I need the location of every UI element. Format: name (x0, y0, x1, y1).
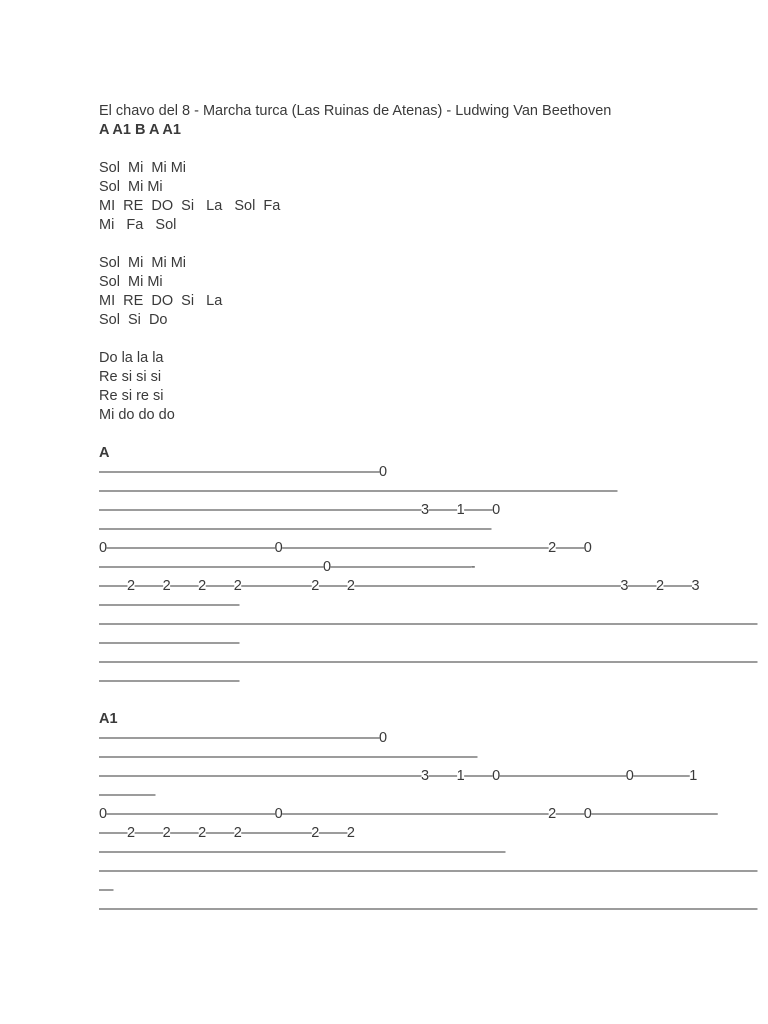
song-structure: A A1 B A A1 (99, 122, 181, 138)
notes-line: Mi do do do (99, 407, 175, 423)
notes-line: Sol Mi Mi Mi (99, 160, 186, 176)
tab-line: ——————————————————————————— (99, 749, 477, 765)
notes-line: Do la la la (99, 350, 164, 366)
tab-line: ———————————————————————3——1——0 (99, 502, 500, 518)
section-a-label: A (99, 445, 110, 461)
tab-line: 0————————————0———————————————————2——0 (99, 540, 592, 556)
notes-line: Sol Si Do (99, 312, 168, 328)
tab-line: ——2——2——2——2—————2——2———————————————————3——2——3 (99, 578, 700, 594)
song-title: El chavo del 8 - Marcha turca (Las Ruinas de Atenas) - Ludwing Van Beethoven (99, 103, 612, 119)
tab-line: ———————————————————————3——1——0—————————0————1 (99, 768, 697, 784)
notes-line: Re si re si (99, 388, 164, 404)
spacer (99, 140, 739, 159)
tab-line: ———————————————————————————— (99, 521, 491, 537)
spacer (99, 235, 739, 254)
notes-block-1 (99, 159, 739, 235)
spacer (99, 425, 739, 444)
section-a (99, 444, 757, 691)
tab-line: 0————————————0———————————————————2——0————————— (99, 806, 718, 822)
tab-line: ————————————————————0 (99, 464, 387, 480)
tab-line: ——2——2——2——2—————2——2 (99, 825, 355, 841)
notes-line: Sol Mi Mi (99, 274, 163, 290)
tab-line: ————————————————————————————— (99, 844, 505, 860)
tab-line: ——————————————————————————————————————————————— (99, 616, 757, 632)
tab-line: ——————————————————————————————————————————————— (99, 863, 757, 879)
tab-line: ————————————————————0 (99, 730, 387, 746)
tab-line: —————————— (99, 635, 239, 651)
notes-line: MI RE DO Si La (99, 293, 223, 309)
tab-line: —————————— (99, 673, 239, 689)
notes-line: Sol Mi Mi (99, 179, 163, 195)
tab-line: ————————————————————————————————————— (99, 483, 617, 499)
section-a1 (99, 710, 757, 919)
notes-line: Mi Fa Sol (99, 217, 177, 233)
notes-line: MI RE DO Si La Sol Fa (99, 198, 281, 214)
notes-block-2 (99, 254, 739, 330)
section-a1-label: A1 (99, 711, 118, 727)
tab-line: ——————————————————————————————————————————————— (99, 901, 757, 917)
notes-block-3 (99, 349, 739, 425)
tab-line: — (99, 882, 113, 898)
notes-line: Re si si si (99, 369, 162, 385)
tab-line: ——————————————————————————————————————————————— (99, 654, 757, 670)
document-page (99, 102, 757, 919)
spacer (99, 330, 739, 349)
notes-line: Sol Mi Mi Mi (99, 255, 186, 271)
spacer (99, 691, 739, 710)
tab-line: ————————————————0——————————- (99, 559, 475, 575)
tab-line: —————————— (99, 597, 239, 613)
tab-line: ———— (99, 787, 155, 803)
